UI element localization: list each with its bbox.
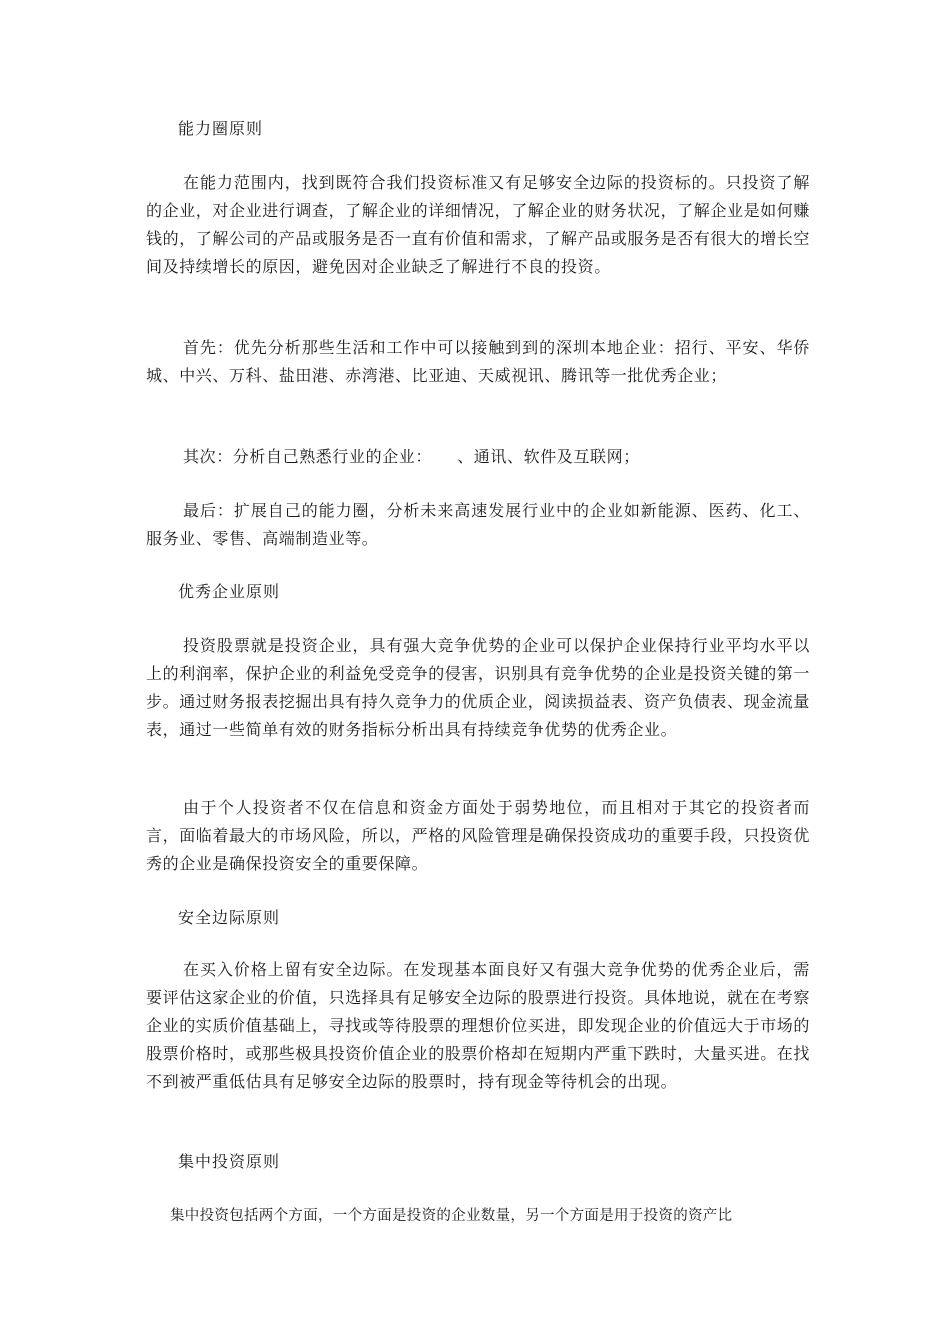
section-heading-competence: 能力圈原则 [178,119,264,138]
paragraph-competence-first: 首先：优先分析那些生活和工作中可以接触到到的深圳本地企业：招行、平安、华侨城、中兴、万科、盐田港、赤湾港、比亚迪、天威视讯、腾讯等一批优秀企业； [146,338,810,385]
paragraph-excellent-risk: 由于个人投资者不仅在信息和资金方面处于弱势地位，而且相对于其它的投资者而言，面临着最大的市场风险，所以，严格的风险管理是确保投资成功的重要手段，只投资优秀的企业是确保投资安全的重要保障。 [146,798,811,873]
section-heading-excellent: 优秀企业原则 [178,582,281,601]
paragraph-competence-last: 最后：扩展自己的能力圈，分析未来高速发展行业中的企业如新能源、医药、化工、服务业、零售、高端制造业等。 [146,501,810,548]
paragraph-margin-intro: 在买入价格上留有安全边际。在发现基本面良好又有强大竞争优势的优秀企业后，需要评估这家企业的价值，只选择具有足够安全边际的股票进行投资。具体地说，就在在考察企业的实质价值基础上，寻找或等待股票的理想价位买进，即发现企业的价值远大于市场的股票价格时，或那些极具投资价值企业的股票价格却在短期内严重下跌时，大量买进。在找不到被严重低估具有足够安全边际的股票时，持有现金等待机会的出现。 [146,960,811,1091]
paragraph-competence-second: 其次：分析自己熟悉行业的企业： 、通讯、软件及互联网； [183,447,640,466]
paragraph-focus-intro: 集中投资包括两个方面，一个方面是投资的企业数量，另一个方面是用于投资的资产比 [170,1208,733,1224]
paragraph-competence-intro: 在能力范围内，找到既符合我们投资标准又有足够安全边际的投资标的。只投资了解的企业，对企业进行调查，了解企业的详细情况，了解企业的财务状况，了解企业是如何赚钱的，了解公司的产品或服务是否一直有价值和需求，了解产品或服务是否有很大的增长空间及持续增长的原因，避免因对企业缺乏了解进行不良的投资。 [146,173,811,276]
paragraph-excellent-intro: 投资股票就是投资企业，具有强大竞争优势的企业可以保护企业保持行业平均水平以上的利润率，保护企业的利益免受竞争的侵害，识别具有竞争优势的企业是投资关键的第一步。通过财务报表挖掘出具有持久竞争力的优质企业，阅读损益表、资产负债表、现金流量表，通过一些简单有效的财务指标分析出具有持续竞争优势的优秀企业。 [146,636,811,739]
section-heading-focus: 集中投资原则 [178,1152,281,1171]
section-heading-margin: 安全边际原则 [178,908,281,927]
